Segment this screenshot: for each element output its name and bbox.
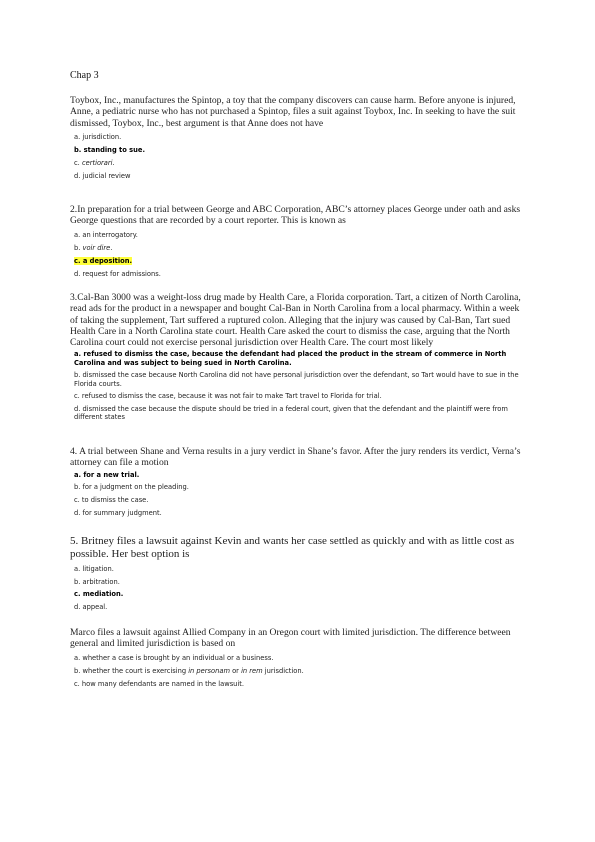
option-a: a. litigation. [74,564,114,573]
question-5 [70,535,525,611]
question-stem: 3.Cal-Ban 3000 was a weight-loss drug made by Health Care, a Florida corporation. Tart, a citizen of North Carolina, read ads for the product in a newspaper and bought Cal-Ban in North Carolina from a local pharmacy. Within a week of taking the supplement, Tart suffered a ruptured colon. Alleging that the injury was caused by Cal-Ban, Tart sued Health Care in a North Carolina state court. Health Care asked the court to dismiss the case, arguing that the North Carolina court could not exercise personal jurisdiction over Health Care. The court most likely [70,292,521,349]
option-b-answer: b. standing to sue. [74,146,145,155]
option-b [74,667,525,675]
option-d: d. for summary judgment. [74,508,162,517]
option-c: c. how many defendants are named in the lawsuit. [74,679,245,688]
option-c-answer: c. mediation. [74,590,124,599]
option-label: c. [74,159,82,168]
option-connector: or [229,666,242,675]
option-c-answer [74,257,525,265]
highlighted-answer: c. a deposition. [74,256,133,265]
italic-term: in rem [241,666,263,675]
option-b: b. dismissed the case because North Carolina did not have personal jurisdiction over the defendant, so Tart would have to sue in the Florida courts. [74,371,519,388]
option-b: b. for a judgment on the pleading. [74,483,189,492]
option-a-answer: a. for a new trial. [74,470,140,479]
italic-term: in personam [188,666,230,675]
question-4 [70,446,525,517]
option-label: b. whether the court is exercising [74,666,189,675]
option-c [74,159,525,167]
option-b [74,244,525,252]
question-stem: Toybox, Inc., manufactures the Spintop, a toy that the company discovers can cause harm. Before anyone is injured, Anne, a pediatric nurse who has not purchased a Spintop, files a suit against Toybox, Inc. In seeking to have the suit dismissed, Toybox, Inc., best argument is that Anne does not have [70,95,516,129]
italic-term: certiorari [81,159,113,168]
italic-term: voir dire [82,243,111,252]
question-1 [70,95,525,180]
option-b: b. arbitration. [74,577,120,586]
option-a: a. jurisdiction. [74,133,122,142]
option-a: a. an interrogatory. [74,231,138,240]
option-c: c. to dismiss the case. [74,496,149,505]
question-3 [70,292,525,422]
option-d: d. request for admissions. [74,269,161,278]
question-stem: Marco files a lawsuit against Allied Company in an Oregon court with limited jurisdiction. The difference between general and limited jurisdiction is based on [70,627,511,650]
page-title: Chap 3 [70,70,99,81]
question-2 [70,204,525,278]
option-a: a. whether a case is brought by an individual or a business. [74,654,274,663]
option-d: d. judicial review [74,171,131,180]
question-stem: 5. Britney files a lawsuit against Kevin and wants her case settled as quickly and with as little cost as possible. Her best option is [70,535,515,560]
option-d: d. appeal. [74,603,108,612]
option-c: c. refused to dismiss the case, because it was not fair to make Tart travel to Florida for trial. [74,392,382,401]
option-label: b. [74,243,83,252]
option-ending: jurisdiction. [262,666,304,675]
question-stem: 2.In preparation for a trial between George and ABC Corporation, ABC’s attorney places George under oath and asks George questions that are recorded by a court reporter. This is known as [70,204,521,227]
option-d: d. dismissed the case because the dispute should be tried in a federal court, given that the defendant and the plaintiff were from different states [74,405,508,422]
option-a-answer: a. refused to dismiss the case, because the defendant had placed the product in the stream of commerce in North Carolina and was subject to being sued in North Carolina. [74,350,507,367]
option-punct: . [112,159,115,168]
option-punct: . [110,243,113,252]
question-6 [70,627,525,688]
question-stem: 4. A trial between Shane and Verna results in a jury verdict in Shane’s favor. After the jury renders its verdict, Verna’s attorney can file a motion [70,446,521,469]
